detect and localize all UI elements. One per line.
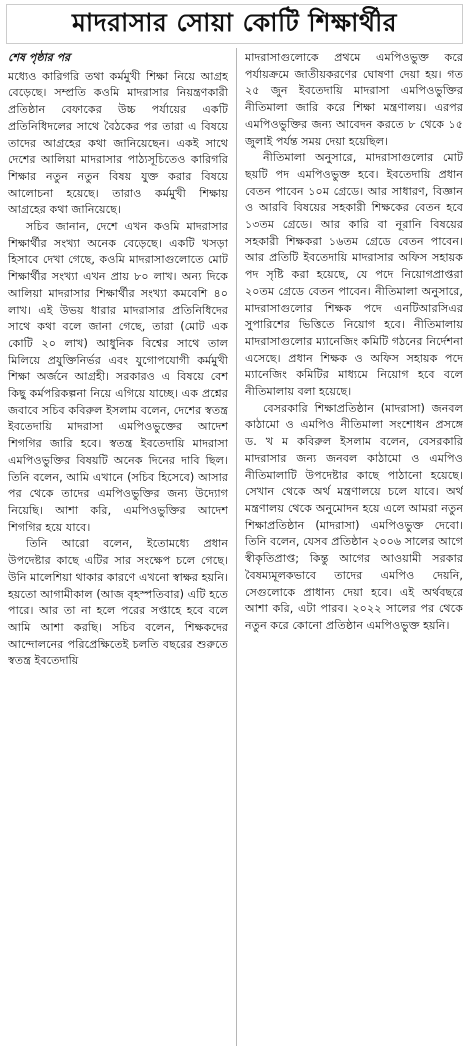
headline-box [6,4,463,44]
headline: মাদরাসার সোয়া কোটি শিক্ষার্থীর [72,7,397,37]
paragraph: মধ্যেও কারিগরি তথা কর্মমুখী শিক্ষা নিয়ে আগ্রহ বেড়েছে। সম্প্রতি কওমি মাদরাসার নিয়ন্ত্রণকারী প্রতিষ্ঠান বেফাকের উচ্চ পর্যায়ের একটি প্রতিনিধিদলের সাথে বৈঠকের পর তারা এ বিষয়ে তাদের আগ্রহের কথা জানিয়েছেন। একই সাথে দেশের আলিয়া মাদরাসার পাঠ্যসূচিতেও কারিগরি শিক্ষার নতুন নতুন বিষয় যুক্ত করার বিষয়ে আলোচনা হয়েছে। তারাও কর্মমুখী শিক্ষায় আগ্রহের কথা জানিয়েছে। [8,69,228,217]
right-column [245,50,463,1046]
continuation-label: শেষ পৃষ্ঠার পর [8,51,71,64]
paragraph: তিনি আরো বলেন, ইতোমধ্যে প্রধান উপদেষ্টার কাছে এটির সার সংক্ষেপ চলে গেছে। উনি মালেশিয়া থাকার কারণে এখনো স্বাক্ষর হয়নি। হয়তো আগামীকাল (আজ বৃহস্পতিবার) এটি হতে পারে। আর তা না হলে পরের সপ্তাহে হবে বলে আমি আশা করছি। সচিব বলেন, শিক্ষকদের আন্দোলনের পরিপ্রেক্ষিতেই চলতি বছরের শুরুতে স্বতন্ত্র ইবতেদায়ি [8,537,228,668]
paragraph: সচিব জানান, দেশে এখন কওমি মাদরাসার শিক্ষার্থীর সংখ্যা অনেক বেড়েছে। একটি খসড়া হিসাবে দেখা গেছে, কওমি মাদরাসাগুলোতে মোট শিক্ষার্থীর সংখ্যা এখন প্রায় ৮০ লাখ। অন্য দিকে আলিয়া মাদরাসার শিক্ষার্থীর সংখ্যা কমবেশি ৪০ লাখ। এই উভয় ধারার মাদরাসার প্রতিনিধিদের সাথে কথা বলে জানা গেছে, তারা (মোট এক কোটি ২০ লাখ) আধুনিক বিশ্বের সাথে তাল মিলিয়ে প্রযুক্তিনির্ভর এবং যুগোপযোগী কর্মমুখী শিক্ষা অর্জনে আগ্রহী। সরকারও এ বিষয়ে বেশ কিছু কর্মপরিকল্পনা নিয়ে এগিয়ে যাচ্ছে। এক প্রশ্নের জবাবে সচিব কবিরুল ইসলাম বলেন, দেশের স্বতন্ত্র ইবতেদায়ি মাদরাসা এমপিওভুক্তের আদেশ শিগগির জারি হবে। স্বতন্ত্র ইবতেদায়ি মাদরাসা এমপিওভুক্তির বিষয়টি অনেক দিনের দাবি ছিল। তিনি বলেন, আমি এখানে (সচিব হিসেবে) আসার পর থেকে তাদের এমপিওভুক্তির জন্য উদ্যোগ নিয়েছি। আশা করি, এমপিওভুক্তির আদেশ শিগগির হয়ে যাবে। [8,220,228,534]
left-column [8,50,228,1046]
column-divider [236,48,237,1046]
paragraph: বেসরকারি শিক্ষাপ্রতিষ্ঠান (মাদরাসা) জনবল কাঠামো ও এমপিও নীতিমালা সংশোধন প্রসঙ্গে ড. খ ম কবিরুল ইসলাম বলেন, বেসরকারি মাদরাসার জন্য জনবল কাঠামো ও এমপিও নীতিমালাটি উপদেষ্টার কাছে পাঠানো হয়েছে। সেখান থেকে অর্থ মন্ত্রণালয়ে চলে যাবে। অর্থ মন্ত্রণালয় থেকে অনুমোদন হয়ে এলে আমরা নতুন শিক্ষাপ্রতিষ্ঠান (মাদরাসা) এমপিওভুক্ত দেবো। তিনি বলেন, যেসব প্রতিষ্ঠান ২০০৬ সালের আগে স্বীকৃতিপ্রাপ্ত; কিন্তু আগের আওয়ামী সরকার বৈষম্যমূলকভাবে তাদের এমপিও দেয়নি, সেগুলোকে প্রাধান্য দেয়া হবে। এই অর্থবছরে আশা করি, এটা পারব। ২০২২ সালের পর থেকে নতুন করে কোনো প্রতিষ্ঠান এমপিওভুক্ত হয়নি। [245,401,463,632]
paragraph: মাদরাসাগুলোকে প্রথমে এমপিওভুক্ত করে পর্যায়ক্রমে জাতীয়করণের ঘোষণা দেয়া হয়। গত ২৫ জুন ইবতেদায়ি মাদরাসা এমপিওভুক্তির নীতিমালা জারি করে শিক্ষা মন্ত্রণালয়। এরপর এমপিওভুক্তির জন্য আবেদন করতে ৮ থেকে ১৫ জুলাই পর্যন্ত সময় দেয়া হয়েছিল। [245,51,463,148]
paragraph: নীতিমালা অনুসারে, মাদরাসাগুলোর মোট ছয়টি পদ এমপিওভুক্ত হবে। ইবতেদায়ি প্রধান বেতন পাবেন ১০ম গ্রেডে। আর সাধারণ, বিজ্ঞান ও আরবি বিষয়ের সহকারী শিক্ষকের বেতন হবে ১৩তম গ্রেডে। আর কারি বা নূরানি বিষয়ের সহকারী শিক্ষকরা ১৬তম গ্রেডে বেতন পাবেন। আর প্রতিটি ইবতেদায়ি মাদরাসার অফিস সহায়ক পদ সৃষ্টি করা হয়েছে, যে পদে নিয়োগপ্রাপ্তরা ২০তম গ্রেডে বেতন পাবেন। নীতিমালা অনুসারে, মাদরাসাগুলোর শিক্ষক পদে এনটিআরসিএর সুপারিশের ভিত্তিতে নিয়োগ হবে। নীতিমালায় মাদরাসাগুলোর ম্যানেজিং কমিটি গঠনের নির্দেশনা এসেছে। প্রধান শিক্ষক ও অফিস সহায়ক পদে ম্যানেজিং কমিটির মাধ্যমে নিয়োগ হবে বলে নীতিমালায় বলা হয়েছে। [245,151,463,399]
